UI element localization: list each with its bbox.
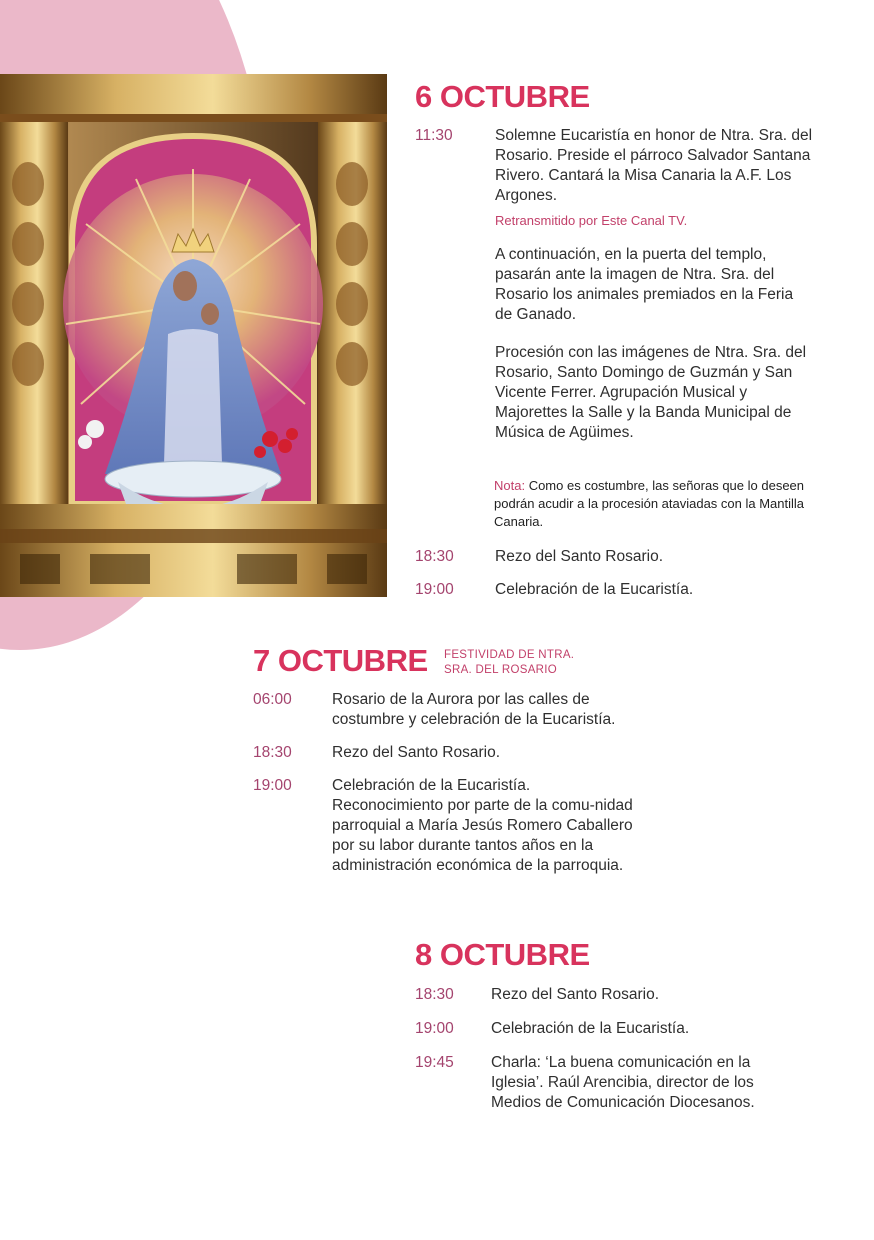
day6-entry-1900 <box>415 580 815 602</box>
day7-festivity-subtitle <box>444 648 574 678</box>
event-description: Celebración de la Eucaristía. <box>491 1020 690 1037</box>
altar-illustration <box>0 74 387 597</box>
time-label: 06:00 <box>253 691 292 708</box>
day6-paragraph-procession: Procesión con las imágenes de Ntra. Sra. del Rosario, Santo Domingo de Guzmán y San Vicente Ferrer. Agrupación Musical y Majorettes la Salle y la Banda Municipal de Música de Agüimes. <box>495 344 807 441</box>
time-label: 19:00 <box>253 777 292 794</box>
event-description: Celebración de la Eucaristía. <box>495 581 694 598</box>
day6-title: 6 OCTUBRE <box>415 79 590 114</box>
broadcast-note: Retransmitido por Este Canal TV. <box>495 213 688 228</box>
time-label: 18:30 <box>415 986 454 1003</box>
day6-entry-1830 <box>415 547 815 569</box>
day8-title: 8 OCTUBRE <box>415 937 590 972</box>
time-label: 18:30 <box>253 744 292 761</box>
time-label: 19:00 <box>415 581 454 598</box>
event-description: Rezo del Santo Rosario. <box>491 986 660 1003</box>
event-description: Rosario de la Aurora por las calles de costumbre y celebración de la Eucaristía. <box>332 691 616 728</box>
virgin-altar-photo <box>0 74 387 597</box>
time-label: 19:00 <box>415 1020 454 1037</box>
note-text: Como es costumbre, las señoras que lo deseen podrán acudir a la procesión ataviadas con la Mantilla Canaria. <box>494 478 805 529</box>
time-label: 19:45 <box>415 1054 454 1071</box>
event-description: Celebración de la Eucaristía. Reconocimiento por parte de la comu-nidad parroquial a María Jesús Romero Caballero por su labor durante tantos años en la administración económica de la parroquia. <box>332 777 633 874</box>
event-description: Rezo del Santo Rosario. <box>495 548 664 565</box>
cornice <box>0 74 387 114</box>
event-description: Charla: ‘La buena comunicación en la Iglesia’. Raúl Arencibia, director de los Medios de Comunicación Diocesanos. <box>491 1054 755 1111</box>
day7-entry-0600 <box>253 690 653 732</box>
festivity-line-2: SRA. DEL ROSARIO <box>444 664 558 676</box>
day8-entry-1945 <box>415 1053 815 1115</box>
event-description: Solemne Eucaristía en honor de Ntra. Sra. del Rosario. Preside el párroco Salvador Santana Rivero. Cantará la Misa Canaria la A.F. Los Argones. <box>495 127 813 204</box>
mantilla-note <box>494 477 812 531</box>
time-label: 11:30 <box>415 127 453 144</box>
day8-entry-1900 <box>415 1019 815 1041</box>
festivity-line-1: FESTIVIDAD DE NTRA. <box>444 649 575 661</box>
time-label: 18:30 <box>415 548 454 565</box>
day7-title: 7 OCTUBRE <box>253 643 428 678</box>
day7-entry-1900 <box>253 776 653 898</box>
day8-entry-1830 <box>415 985 815 1007</box>
day6-paragraph-animals: A continuación, en la puerta del templo, pasarán ante la imagen de Ntra. Sra. del Rosario los animales premiados en la Feria de Ganado. <box>495 246 794 323</box>
event-description: Rezo del Santo Rosario. <box>332 744 501 761</box>
note-label: Nota: <box>494 478 526 493</box>
day7-entry-1830 <box>253 743 653 765</box>
day6-entry-1130 <box>415 126 815 208</box>
